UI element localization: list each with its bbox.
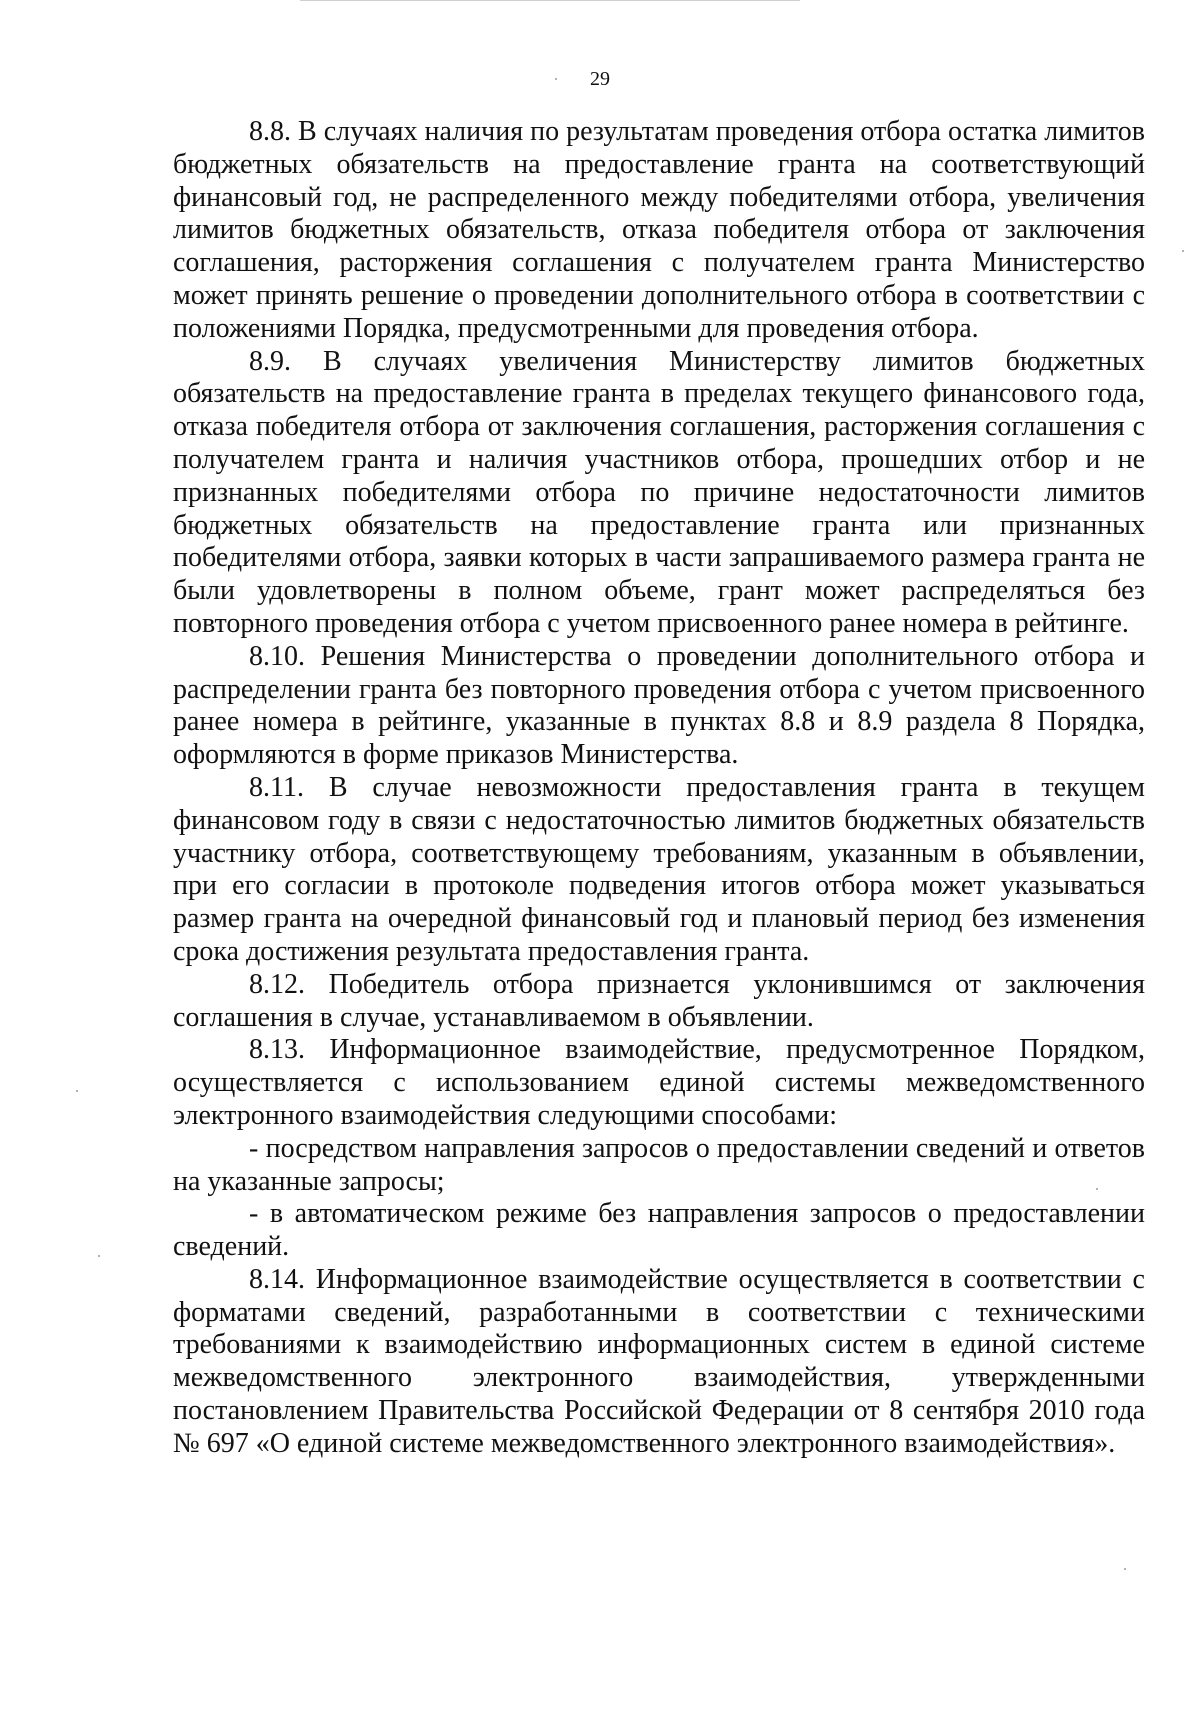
paragraph-8-12: 8.12. Победитель отбора признается уклонившимся от заключения соглашения в случае, устанавливаемом в объявлении.: [173, 968, 1145, 1033]
page-number: 29: [590, 68, 610, 90]
paragraph-8-9: 8.9. В случаях увеличения Министерству лимитов бюджетных обязательств на предоставление гранта в пределах текущего финансового года, отказа победителя отбора от заключения соглашения, расторжения соглашения с получателем гранта и наличия участников отбора, прошедших отбор и не признанных победителями отбора по причине недостаточности лимитов бюджетных обязательств на предоставление гранта или признанных победителями отбора, заявки которых в части запрашиваемого размера гранта не были удовлетворены в полном объеме, грант может распределяться без повторного проведения отбора с учетом присвоенного ранее номера в рейтинге.: [173, 345, 1145, 639]
scan-edge-line: [300, 0, 800, 1]
paragraph-8-10: 8.10. Решения Министерства о проведении дополнительного отбора и распределении гранта без повторного проведения отбора с учетом присвоенного ранее номера в рейтинге, указанные в пунктах 8.8 и 8.9 раздела 8 Порядка, оформляются в форме приказов Министерства.: [173, 640, 1145, 771]
scan-speck: [98, 1255, 100, 1257]
scan-speck: [555, 78, 557, 80]
scan-speck: [1096, 1188, 1098, 1190]
scan-speck: [1124, 1568, 1126, 1570]
paragraph-8-14: 8.14. Информационное взаимодействие осуществляется в соответствии с форматами сведений, разработанными в соответствии с техническими требованиями к взаимодействию информационных систем в единой системе межведомственного электронного взаимодействия, утвержденными постановлением Правительства Российской Федерации от 8 сентября 2010 года № 697 «О единой системе межведомственного электронного взаимодействия».: [173, 1263, 1145, 1459]
document-body: [173, 116, 1145, 1461]
scan-speck: [1182, 250, 1184, 252]
list-item-automatic: - в автоматическом режиме без направления запросов о предоставлении сведений.: [173, 1198, 1145, 1263]
paragraph-8-8: 8.8. В случаях наличия по результатам проведения отбора остатка лимитов бюджетных обязательств на предоставление гранта на соответствующий финансовый год, не распределенного между победителями отбора, увеличения лимитов бюджетных обязательств, отказа победителя отбора от заключения соглашения, расторжения соглашения с получателем гранта Министерство может принять решение о проведении дополнительного отбора в соответствии с положениями Порядка, предусмотренными для проведения отбора.: [173, 116, 1145, 344]
list-item-requests: - посредством направления запросов о предоставлении сведений и ответов на указанные запросы;: [173, 1132, 1145, 1197]
paragraph-8-13: 8.13. Информационное взаимодействие, предусмотренное Порядком, осуществляется с использованием единой системы межведомственного электронного взаимодействия следующими способами:: [173, 1034, 1145, 1131]
scan-speck: [76, 1090, 78, 1092]
paragraph-8-11: 8.11. В случае невозможности предоставления гранта в текущем финансовом году в связи с недостаточностью лимитов бюджетных обязательств участнику отбора, соответствующему требованиям, указанным в объявлении, при его согласии в протоколе подведения итогов отбора может указываться размер гранта на очередной финансовый год и плановый период без изменения срока достижения результата предоставления гранта.: [173, 771, 1145, 967]
